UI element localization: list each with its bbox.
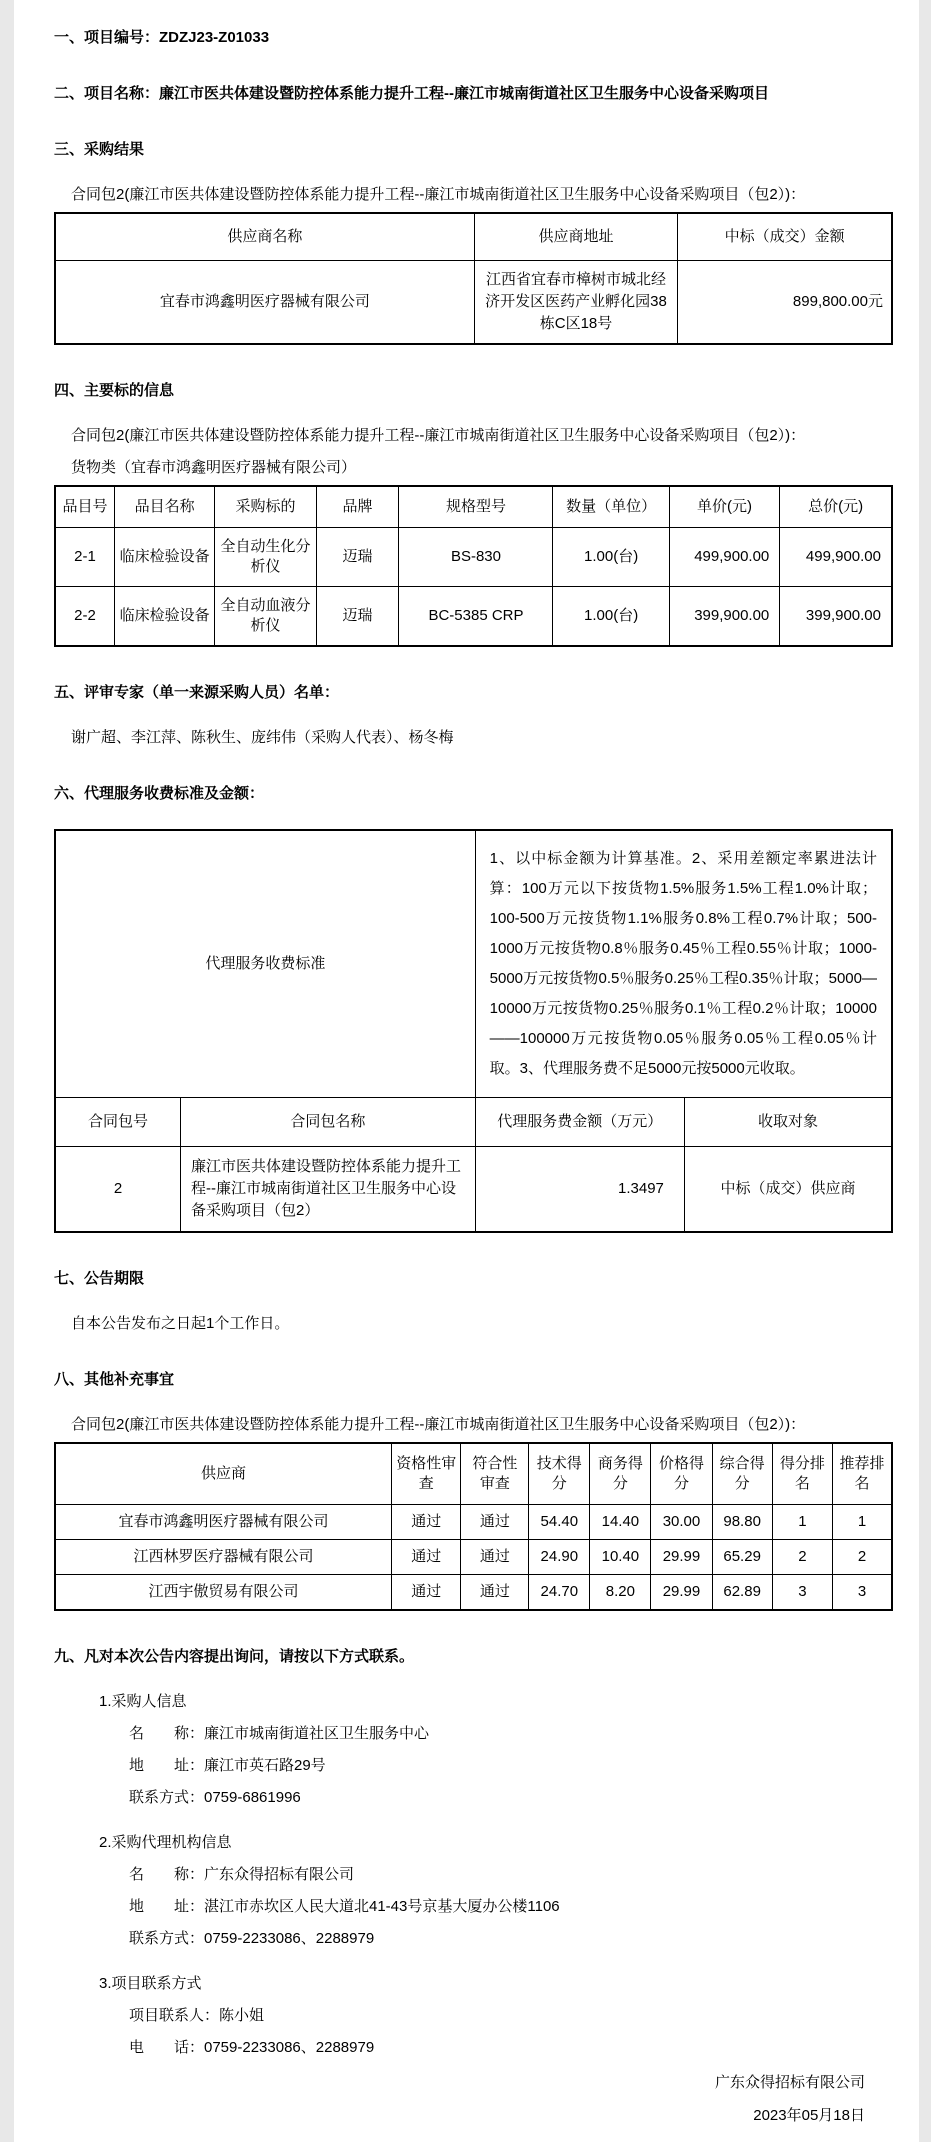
cell-price-score: 29.99: [651, 1540, 712, 1575]
column-header-supplier-address: 供应商地址: [474, 213, 677, 261]
cell-model: BS-830: [399, 528, 553, 587]
footer-company: 广东众得招标有限公司: [714, 2074, 865, 2091]
table-row: [55, 1505, 892, 1540]
cell-conformity: 通过: [461, 1540, 529, 1575]
cell-subject: 全自动生化分析仪: [215, 528, 316, 587]
table-header-row: [55, 213, 892, 261]
table-header-row: [55, 1443, 892, 1505]
cell-technical-score: 24.70: [529, 1575, 590, 1611]
cell-total-price: 499,900.00: [780, 528, 892, 587]
cell-total-score: 62.89: [712, 1575, 772, 1611]
column-header-supplier-name: 供应商名称: [55, 213, 474, 261]
cell-score-rank: 2: [772, 1540, 832, 1575]
cell-recommend-rank: 2: [833, 1540, 892, 1575]
agency-info-title: 2.采购代理机构信息: [99, 1834, 232, 1851]
column-header-item-no: 品目号: [55, 486, 114, 528]
cell-business-score: 10.40: [590, 1540, 651, 1575]
cell-recommend-rank: 3: [833, 1575, 892, 1611]
cell-price-score: 29.99: [651, 1575, 712, 1611]
column-header-fee-payer: 收取对象: [684, 1098, 892, 1147]
table-header-row: [55, 486, 892, 528]
buyer-name: 名 称：廉江市城南街道社区卫生服务中心: [129, 1725, 430, 1742]
cell-supplier: 江西宇傲贸易有限公司: [55, 1575, 391, 1611]
supplementary-intro: 合同包2(廉江市医共体建设暨防控体系能力提升工程--廉江市城南街道社区卫生服务中心设备采购项目（包2）)：: [71, 1416, 806, 1433]
cell-unit-price: 399,900.00: [669, 587, 779, 647]
section-supplementary-heading: 八、其他补充事宜: [54, 1371, 175, 1388]
cell-conformity: 通过: [461, 1575, 529, 1611]
cell-supplier-address: 江西省宜春市樟树市城北经济开发区医药产业孵化园38栋C区18号: [474, 261, 677, 345]
footer-date: 2023年05月18日: [753, 2107, 865, 2124]
cell-subject: 全自动血液分析仪: [215, 587, 316, 647]
cell-brand: 迈瑞: [316, 528, 399, 587]
column-header-total-price: 总价(元): [780, 486, 892, 528]
cell-conformity: 通过: [461, 1505, 529, 1540]
agency-address: 地 址：湛江市赤坎区人民大道北41-43号京基大厦办公楼1106: [129, 1898, 560, 1915]
section-project-number-heading: 一、项目编号：ZDZJ23-Z01033: [54, 29, 270, 46]
agency-contact: 联系方式：0759-2233086、2288979: [129, 1930, 375, 1947]
column-header-item-name: 品目名称: [114, 486, 214, 528]
procurement-result-intro: 合同包2(廉江市医共体建设暨防控体系能力提升工程--廉江市城南街道社区卫生服务中心设备采购项目（包2）)：: [71, 186, 806, 203]
section-agency-fee-heading: 六、代理服务收费标准及金额：: [54, 785, 265, 802]
cell-fee-payer: 中标（成交）供应商: [684, 1147, 892, 1233]
column-header-unit-price: 单价(元): [669, 486, 779, 528]
cell-package-no: 2: [55, 1147, 181, 1233]
cell-supplier: 江西林罗医疗器械有限公司: [55, 1540, 391, 1575]
table-row: [55, 528, 892, 587]
column-header-score-rank: 得分排名: [772, 1443, 832, 1505]
section-project-name-heading: 二、项目名称：廉江市医共体建设暨防控体系能力提升工程--廉江市城南街道社区卫生服务中心设备采购项目: [54, 85, 769, 102]
cell-item-no: 2-2: [55, 587, 114, 647]
column-header-award-amount: 中标（成交）金额: [678, 213, 892, 261]
column-header-quantity: 数量（单位）: [553, 486, 669, 528]
cell-qualification: 通过: [391, 1575, 460, 1611]
fee-standard-text: 1、以中标金额为计算基准。2、采用差额定率累进法计算：100万元以下按货物1.5%服务1.5%工程1.0%计取；100-500万元按货物1.1%服务0.8%工程0.7%计取；500-1000万元按货物0.8％服务0.45％工程0.55％计取；1000-5000万元按货物0.5％服务0.25％工程0.35％计取；5000—10000万元按货物0.25％服务0.1％工程0.2％计取；10000——100000万元按货物0.05％服务0.05％工程0.05％计取。3、代理服务费不足5000元按5000元收取。: [475, 830, 892, 1098]
section-experts-heading: 五、评审专家（单一来源采购人员）名单：: [54, 684, 340, 701]
buyer-address: 地 址：廉江市英石路29号: [129, 1757, 326, 1774]
column-header-business-score: 商务得分: [590, 1443, 651, 1505]
score-table: [54, 1442, 893, 1611]
fee-standard-row: [55, 830, 892, 1098]
cell-item-no: 2-1: [55, 528, 114, 587]
cell-brand: 迈瑞: [316, 587, 399, 647]
table-header-row: [55, 1098, 892, 1147]
table-row: [55, 1540, 892, 1575]
column-header-conformity-review: 符合性审查: [461, 1443, 529, 1505]
column-header-qualification-review: 资格性审查: [391, 1443, 460, 1505]
section-procurement-result-heading: 三、采购结果: [54, 141, 145, 158]
cell-business-score: 14.40: [590, 1505, 651, 1540]
cell-supplier-name: 宜春市鸿鑫明医疗器械有限公司: [55, 261, 474, 345]
cell-item-name: 临床检验设备: [114, 528, 214, 587]
cell-fee-amount: 1.3497: [475, 1147, 684, 1233]
expert-names: 谢广超、李江萍、陈秋生、庞纬伟（采购人代表）、杨冬梅: [71, 729, 454, 746]
table-row: [55, 261, 892, 345]
agency-fee-table: [54, 829, 893, 1233]
table-row: [55, 587, 892, 647]
cell-score-rank: 3: [772, 1575, 832, 1611]
cell-award-amount: 899,800.00元: [678, 261, 892, 345]
cell-technical-score: 24.90: [529, 1540, 590, 1575]
items-table: [54, 485, 893, 647]
table-row: [55, 1575, 892, 1611]
cell-total-score: 65.29: [712, 1540, 772, 1575]
cell-model: BC-5385 CRP: [399, 587, 553, 647]
cell-total-score: 98.80: [712, 1505, 772, 1540]
buyer-contact: 联系方式：0759-6861996: [129, 1789, 301, 1806]
announcement-period-text: 自本公告发布之日起1个工作日。: [71, 1315, 290, 1332]
project-contact-person: 项目联系人：陈小姐: [129, 2007, 265, 2024]
column-header-package-no: 合同包号: [55, 1098, 181, 1147]
column-header-brand: 品牌: [316, 486, 399, 528]
cell-technical-score: 54.40: [529, 1505, 590, 1540]
cell-package-name: 廉江市医共体建设暨防控体系能力提升工程--廉江市城南街道社区卫生服务中心设备采购项目（包2）: [181, 1147, 476, 1233]
column-header-price-score: 价格得分: [651, 1443, 712, 1505]
section-contact-heading: 九、凡对本次公告内容提出询问，请按以下方式联系。: [54, 1648, 415, 1665]
cell-qualification: 通过: [391, 1540, 460, 1575]
cell-unit-price: 499,900.00: [669, 528, 779, 587]
section-main-subject-heading: 四、主要标的信息: [54, 382, 175, 399]
column-header-subject: 采购标的: [215, 486, 316, 528]
column-header-recommend-rank: 推荐排名: [833, 1443, 892, 1505]
cell-qualification: 通过: [391, 1505, 460, 1540]
fee-standard-label: 代理服务收费标准: [55, 830, 475, 1098]
column-header-technical-score: 技术得分: [529, 1443, 590, 1505]
column-header-model: 规格型号: [399, 486, 553, 528]
main-subject-intro: 合同包2(廉江市医共体建设暨防控体系能力提升工程--廉江市城南街道社区卫生服务中心设备采购项目（包2）)：: [71, 427, 806, 444]
cell-total-price: 399,900.00: [780, 587, 892, 647]
project-contact-title: 3.项目联系方式: [99, 1975, 202, 1992]
cell-quantity: 1.00(台): [553, 587, 669, 647]
buyer-info-title: 1.采购人信息: [99, 1693, 187, 1710]
cell-business-score: 8.20: [590, 1575, 651, 1611]
table-row: [55, 1147, 892, 1233]
section-announcement-period-heading: 七、公告期限: [54, 1270, 145, 1287]
column-header-package-name: 合同包名称: [181, 1098, 476, 1147]
cell-score-rank: 1: [772, 1505, 832, 1540]
column-header-total-score: 综合得分: [712, 1443, 772, 1505]
cell-supplier: 宜春市鸿鑫明医疗器械有限公司: [55, 1505, 391, 1540]
announcement-document: [14, 0, 919, 2142]
column-header-supplier: 供应商: [55, 1443, 391, 1505]
procurement-result-table: [54, 212, 893, 345]
cell-item-name: 临床检验设备: [114, 587, 214, 647]
cell-recommend-rank: 1: [833, 1505, 892, 1540]
main-subject-category: 货物类（宜春市鸿鑫明医疗器械有限公司）: [71, 459, 357, 476]
column-header-fee-amount: 代理服务费金额（万元）: [475, 1098, 684, 1147]
project-contact-phone: 电 话：0759-2233086、2288979: [129, 2039, 375, 2056]
cell-price-score: 30.00: [651, 1505, 712, 1540]
agency-name: 名 称：广东众得招标有限公司: [129, 1866, 355, 1883]
cell-quantity: 1.00(台): [553, 528, 669, 587]
